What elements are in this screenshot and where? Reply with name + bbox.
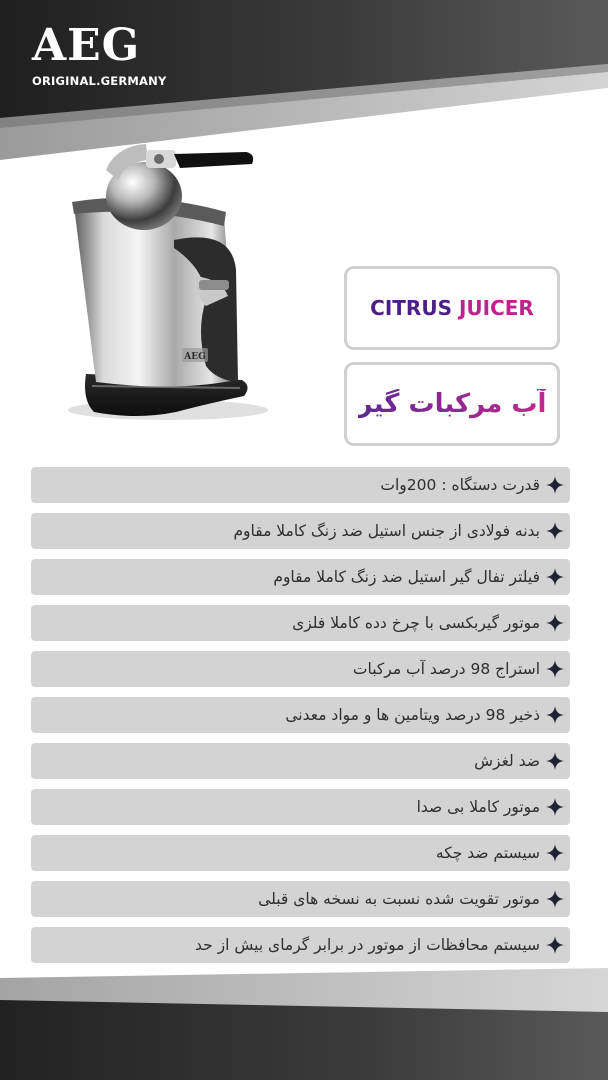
persian-title: آب مرکبات گیر (357, 389, 547, 419)
brand-tagline: ORIGINAL.GERMANY (32, 74, 167, 88)
feature-item (31, 835, 570, 871)
four-point-star-icon (546, 522, 564, 540)
english-title-box (344, 266, 560, 350)
feature-list (31, 467, 570, 973)
feature-text: بدنه فولادی از جنس استیل ضد زنگ کاملا مقاوم (233, 522, 540, 540)
feature-item (31, 789, 570, 825)
feature-item (31, 467, 570, 503)
four-point-star-icon (546, 936, 564, 954)
feature-text: موتور گیربکسی با چرخ دده کاملا فلزی (292, 614, 540, 632)
four-point-star-icon (546, 614, 564, 632)
feature-item (31, 697, 570, 733)
four-point-star-icon (546, 752, 564, 770)
feature-text: ذخیر 98 درصد ویتامین ها و مواد معدنی (285, 706, 540, 724)
four-point-star-icon (546, 706, 564, 724)
feature-item (31, 881, 570, 917)
title-word-juicer: JUICER (458, 296, 534, 320)
four-point-star-icon (546, 844, 564, 862)
four-point-star-icon (546, 798, 564, 816)
title-word-citrus: CITRUS (370, 296, 452, 320)
feature-item (31, 605, 570, 641)
product-brand-mark: AEG (184, 352, 206, 362)
feature-item (31, 559, 570, 595)
feature-text: موتور تقویت شده نسبت به نسخه های قبلی (258, 890, 540, 908)
citrus-juicer-photo (56, 130, 276, 430)
brand-name: AEG (32, 20, 141, 71)
brand-logo (32, 22, 167, 88)
feature-item (31, 651, 570, 687)
four-point-star-icon (546, 476, 564, 494)
feature-item (31, 513, 570, 549)
feature-text: ضد لغزش (474, 752, 540, 770)
persian-title-box (344, 362, 560, 446)
feature-text: موتور کاملا بی صدا (416, 798, 540, 816)
english-title (370, 296, 534, 320)
feature-text: استراج 98 درصد آب مرکبات (352, 660, 540, 678)
feature-text: فیلتر تفال گیر استیل ضد زنگ کاملا مقاوم (273, 568, 540, 586)
feature-item (31, 927, 570, 963)
feature-text: سیستم محافظات از موتور در برابر گرمای بیش از حد (195, 936, 540, 954)
four-point-star-icon (546, 660, 564, 678)
feature-text: سیستم ضد چکه (435, 844, 540, 862)
feature-item (31, 743, 570, 779)
four-point-star-icon (546, 568, 564, 586)
feature-text: قدرت دستگاه : 200وات (380, 476, 540, 494)
four-point-star-icon (546, 890, 564, 908)
footer-band (0, 960, 608, 1080)
